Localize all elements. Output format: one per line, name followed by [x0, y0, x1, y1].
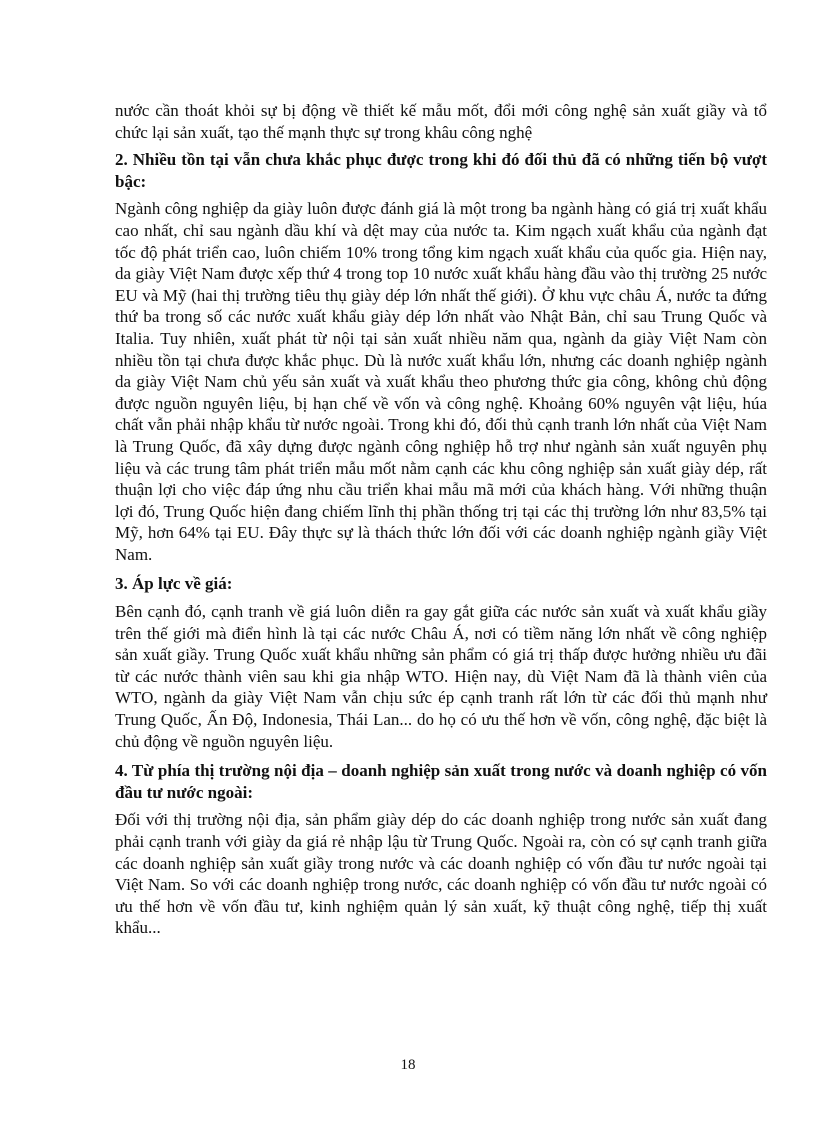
section-2-body: Ngành công nghiệp da giày luôn được đánh giá là một trong ba ngành hàng có giá trị xuất khẩu cao nhất, chỉ sau ngành dầu khí và dệt may của nước ta. Kim ngạch xuất khẩu của ngành đạt tốc độ phát triển cao, luôn chiếm 10% trong tổng kim ngạch xuất khẩu của quốc gia. Hiện nay, da giày Việt Nam được xếp thứ 4 trong top 10 nước xuất khẩu hàng đầu vào thị trường 25 nước EU và Mỹ (hai thị trường tiêu thụ giày dép lớn nhất thế giới). Ở khu vực châu Á, nước ta đứng thứ ba trong số các nước xuất khẩu giày dép lớn nhất vào Nhật Bản, chỉ sau Trung Quốc và Italia. Tuy nhiên, xuất phát từ nội tại sản xuất nhiều năm qua, ngành da giày Việt Nam còn nhiều tồn tại chưa được khắc phục. Dù là nước xuất khẩu lớn, nhưng các doanh nghiệp ngành da giày Việt Nam chủ yếu sản xuất và xuất khẩu theo phương thức gia công, không chủ động được nguồn nguyên liệu, bị hạn chế về vốn và công nghệ. Khoảng 60% nguyên vật liệu, húa chất vẫn phải nhập khẩu từ nước ngoài. Trong khi đó, đối thủ cạnh tranh lớn nhất của Việt Nam là Trung Quốc, đã xây dựng được ngành công nghiệp hỗ trợ như ngành sản xuất nguyên phụ liệu và các trung tâm phát triển mẫu mốt nằm cạnh các khu công nghiệp sản xuất giày dép, rất thuận lợi cho việc đáp ứng nhu cầu triển khai mẫu mã mới của khách hàng. Với những thuận lợi đó, Trung Quốc hiện đang chiếm lĩnh thị phần thống trị tại các thị trường lớn như 83,5% tại Mỹ, hơn 64% tại EU. Đây thực sự là thách thức lớn đối với các doanh nghiệp ngành giầy Việt Nam.	[115, 199, 767, 564]
section-3-body: Bên cạnh đó, cạnh tranh về giá luôn diễn ra gay gắt giữa các nước sản xuất và xuất khẩu giầy trên thế giới mà điển hình là tại các nước Châu Á, nơi có tiềm năng lớn nhất về công nghiệp sản xuất giầy. Trung Quốc xuất khẩu những sản phẩm có giá trị thấp được hưởng nhiều ưu đãi từ các nước thành viên sau khi gia nhập WTO. Hiện nay, dù Việt Nam đã là thành viên của WTO, ngành da giày Việt Nam vẫn chịu sức ép cạnh tranh rất lớn từ các đối thủ mạnh như Trung Quốc, Ấn Độ, Indonesia, Thái Lan... do họ có ưu thế hơn về vốn, công nghệ, đặc biệt là chủ động về nguồn nguyên liệu.	[115, 602, 767, 751]
section-2-heading: 2. Nhiều tồn tại vẫn chưa khắc phục được trong khi đó đối thủ đã có những tiến bộ vượt bậc:	[115, 150, 767, 191]
document-page	[115, 100, 767, 939]
section-4-body: Đối với thị trường nội địa, sản phẩm giày dép do các doanh nghiệp trong nước sản xuất đang phải cạnh tranh với giày da giá rẻ nhập lậu từ Trung Quốc. Ngoài ra, còn có sự cạnh tranh giữa các doanh nghiệp sản xuất giầy trong nước và các doanh nghiệp có vốn đầu tư nước ngoài tại Việt Nam. So với các doanh nghiệp trong nước, các doanh nghiệp có vốn đầu tư nước ngoài có ưu thế hơn về vốn đầu tư, kinh nghiệm quản lý sản xuất, kỹ thuật công nghệ, tiếp thị xuất khẩu...	[115, 810, 767, 938]
page-number: 18	[400, 1057, 416, 1073]
section-3-heading: 3. Áp lực về giá:	[115, 574, 233, 594]
intro-paragraph: nước cần thoát khỏi sự bị động về thiết kế mẫu mốt, đổi mới công nghệ sản xuất giầy và tổ chức lại sản xuất, tạo thế mạnh thực sự trong khâu công nghệ	[115, 101, 767, 142]
section-4-heading: 4. Từ phía thị trường nội địa – doanh nghiệp sản xuất trong nước và doanh nghiệp có vốn đầu tư nước ngoài:	[115, 761, 767, 802]
